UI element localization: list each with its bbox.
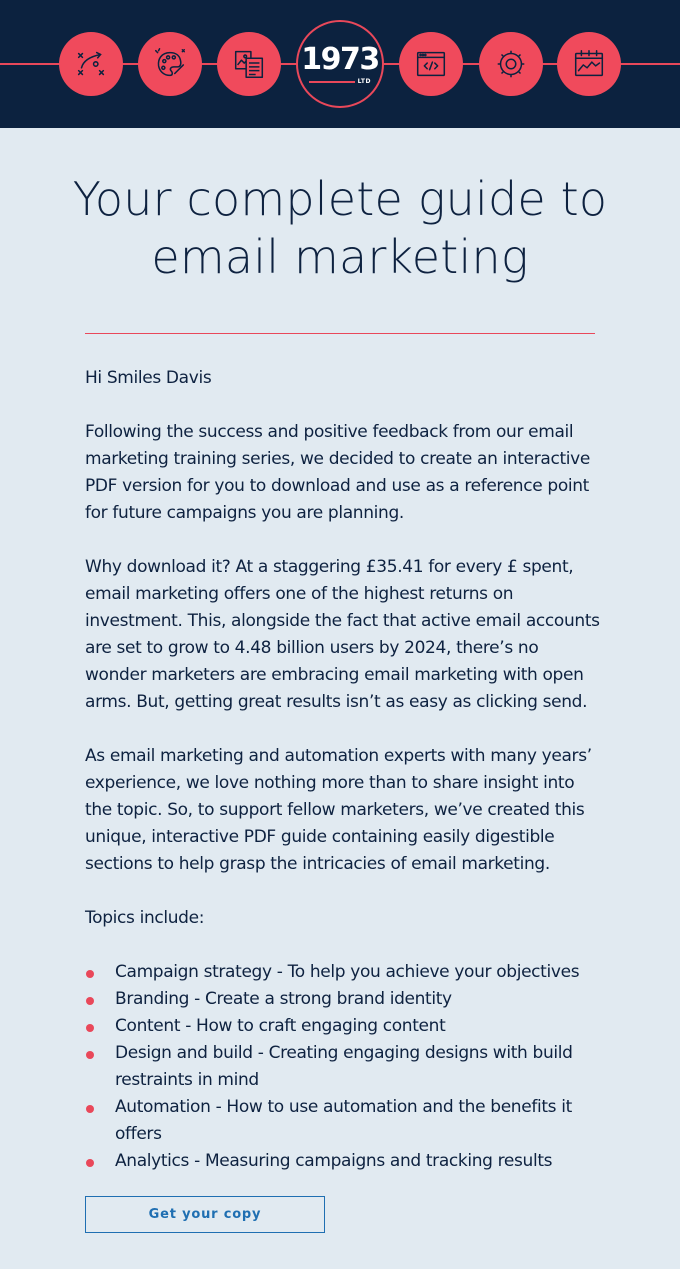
- logo-sub: [309, 78, 371, 85]
- page-title: [60, 170, 620, 286]
- header-banner: [0, 0, 680, 128]
- analytics-icon: [557, 32, 621, 96]
- logo-suffix: LTD: [357, 78, 371, 85]
- email-body: [85, 365, 600, 1175]
- intro-paragraph: Following the success and positive feedback from our email marketing training series, we decided to create an interactive PDF version for you to download and use as a reference point for future campaigns you are planning.: [85, 422, 590, 523]
- get-your-copy-button[interactable]: Get your copy: [85, 1196, 325, 1233]
- title-line-1: Your complete guide to: [72, 172, 608, 226]
- content-icon: [217, 32, 281, 96]
- logo-underline: [309, 81, 355, 83]
- list-item: Analytics - Measuring campaigns and tracking results: [85, 1148, 600, 1175]
- list-item: Automation - How to use automation and the benefits it offers: [85, 1094, 600, 1148]
- logo-wordmark: 1973: [301, 42, 379, 77]
- code-icon: [399, 32, 463, 96]
- palette-icon: [138, 32, 202, 96]
- title-divider: [85, 333, 595, 334]
- roi-paragraph: Why download it? At a staggering £35.41 for every £ spent, email marketing offers one of the highest returns on investment. This, alongside the fact that active email accounts are set to grow to 4.48 billion users by 2024, there’s no wonder marketers are embracing email marketing with open arms. But, getting great results isn’t as easy as clicking send.: [85, 557, 600, 712]
- list-item: Branding - Create a strong brand identity: [85, 986, 600, 1013]
- topics-label: Topics include:: [85, 908, 205, 928]
- list-item: Design and build - Creating engaging designs with build restraints in mind: [85, 1040, 600, 1094]
- topics-list: [85, 959, 600, 1175]
- title-line-2: email marketing: [151, 230, 529, 284]
- list-item: Campaign strategy - To help you achieve your objectives: [85, 959, 600, 986]
- expertise-paragraph: As email marketing and automation experts with many years’ experience, we love nothing more than to share insight into the topic. So, to support fellow marketers, we’ve created this unique, interactive PDF guide containing easily digestible sections to help grasp the intricacies of email marketing.: [85, 746, 592, 874]
- strategy-icon: [59, 32, 123, 96]
- list-item: Content - How to craft engaging content: [85, 1013, 600, 1040]
- greeting: Hi Smiles Davis: [85, 368, 212, 388]
- gear-icon: [479, 32, 543, 96]
- company-logo[interactable]: [296, 20, 384, 108]
